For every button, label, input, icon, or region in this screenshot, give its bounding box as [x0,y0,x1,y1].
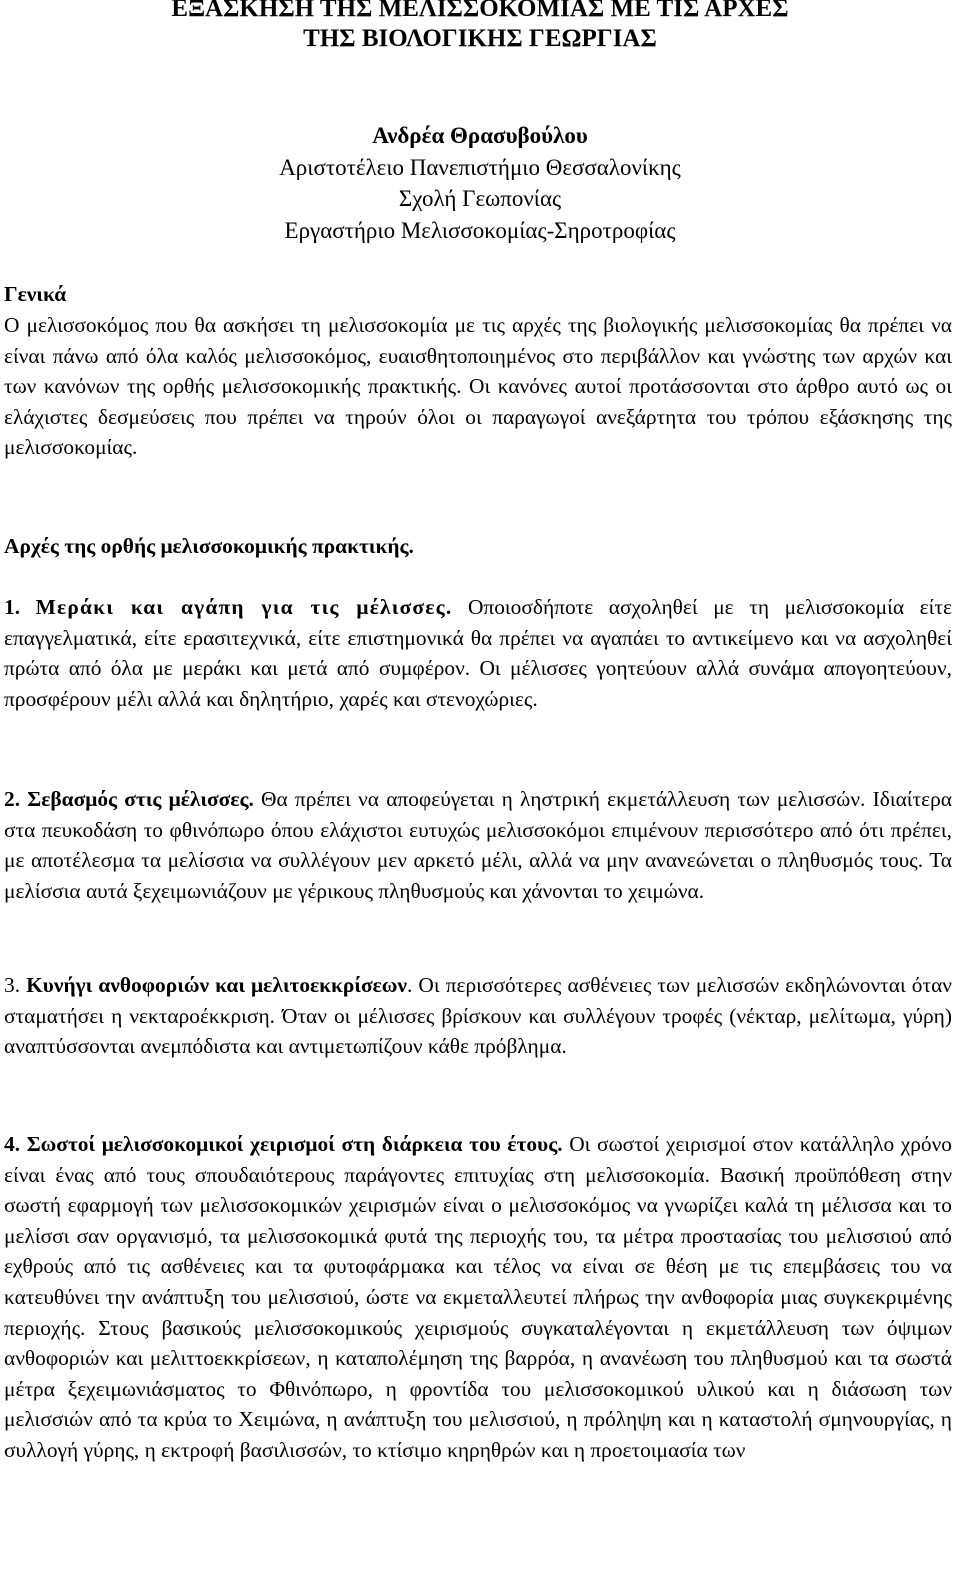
principle-number: 4. [4,1132,21,1156]
principle-title: Κυνήγι ανθοφοριών και μελιτοεκκρίσεων [26,973,407,997]
principle-item [4,784,952,906]
section-heading-principles: Αρχές της ορθής μελισσοκομικής πρακτικής. [4,534,414,558]
principle-title: Μεράκι και αγάπη για τις μέλισσες. [35,595,453,619]
principle-number: 1. [4,595,21,619]
author-affiliation [0,120,960,246]
principle-number: 2. [4,787,21,811]
principle-item [4,1129,952,1466]
principle-text: Οι σωστοί χειρισμοί στον κατάλληλο χρόνο είναι ένας από τους σπουδαιότερους παράγοντες επιτυχίας στη μελισσοκομία. Βασική προϋπόθεση στην σωστή εφαρμογή των μελισσοκομικών χειρισμών είναι ο μελισσοκόμος να γνωρίζει καλά τη μέλισσα και το μελίσσι σαν οργανισμό, τα μελισσοκομικά φυτά της περιοχής του, τα μέτρα προστασίας του μελισσιού από εχθρούς από τις ασθένειες και τα φυτοφάρμακα και τέλος να είναι σε θέση με τις επεμβάσεις του να κατευθύνει την ανάπτυξη του μελισσιού, ώστε να εκμεταλλευτεί πλήρως την ανθοφορία μιας συγκεκριμένης περιοχής. Στους βασικούς μελισσοκομικούς χειρισμούς συγκαταλέγονται η εκμετάλλευση των όψιμων ανθοφοριών και μελιττοεκκρίσεων, η καταπολέμηση της βαρρόα, η ανανέωση του πληθυσμού και τα σωστά μέτρα ξεχειμωνιάσματος το Φθινόπωρο, η φροντίδα του μελισσοκομικού υλικού και η διάσωση των μελισσιών από τα κρύα το Χειμώνα, η ανάπτυξη του μελισσιού, η πρόληψη και η καταστολή σμηνουργίας, η συλλογή γύρης, η εκτροφή βασιλισσών, το κτίσιμο κηρηθρών και η προετοιμασία των [4,1132,952,1462]
principle-text: . Οι περισσότερες ασθένειες των μελισσών εκδηλώνονται όταν σταματήσει η νεκταροέκκριση. Όταν οι μέλισσες βρίσκουν και συλλέγουν τροφές (νέκταρ, μελίτωμα, γύρη) αναπτύσσονται ανεμπόδιστα και αντιμετωπίζουν κάθε πρόβλημα. [4,973,952,1059]
principle-text: Θα πρέπει να αποφεύγεται η ληστρική εκμετάλλευση των μελισσών. Ιδιαίτερα στα πευκοδάση το φθινόπωρο όπου ελάχιστοι ευτυχώς μελισσοκόμοι επιμένουν περισσότερο από ότι πρέπει, με αποτέλεσμα τα μελίσσια να συλλέγουν μεν αρκετό μέλι, αλλά να μην ανανεώνεται ο πληθυσμός τους. Τα μελίσσια αυτά ξεχειμωνιάζουν με γέρικους πληθυσμούς και χάνονται το χειμώνα. [4,787,952,903]
principle-text: Οποιοσδήποτε ασχοληθεί με τη μελισσοκομία είτε επαγγελματικά, είτε ερασιτεχνικά, είτε επιστημονικά θα πρέπει να αγαπάει το αντικείμενο και να ασχοληθεί πρώτα από όλα με μεράκι και μετά από συμφέρον. Οι μέλισσες γοητεύουν αλλά συνάμα απογοητεύουν, προσφέρουν μέλι αλλά και δηλητήριο, χαρές και στενοχώριες. [4,595,952,711]
school-name: Σχολή Γεωπονίας [398,186,562,211]
principle-item [4,592,952,714]
principle-item [4,970,952,1062]
title-line-1: ΕΞΑΣΚΗΣΗ ΤΗΣ ΜΕΛΙΣΣΟΚΟΜΙΑΣ ΜΕ ΤΙΣ ΑΡΧΕΣ [171,0,789,22]
principle-title: Σωστοί μελισσοκομικοί χειρισμοί στη διάρκεια του έτους. [26,1132,563,1156]
general-paragraph: Ο μελισσοκόμος που θα ασκήσει τη μελισσοκομία με τις αρχές της βιολογικής μελισσοκομίας θα πρέπει να είναι πάνω από όλα καλός μελισσοκόμος, ευαισθητοποιημένος στο περιβάλλον και γνώστης των αρχών και των κανόνων της ορθής μελισσοκομικής πρακτικής. Οι κανόνες αυτοί προτάσσονται στο άρθρο αυτό ως οι ελάχιστες δεσμεύσεις που πρέπει να τηρούν όλοι οι παραγωγοί ανεξάρτητα του τρόπου εξάσκησης της μελισσοκομίας. [4,313,952,460]
section-heading-general: Γενικά [4,282,67,306]
laboratory-name: Εργαστήριο Μελισσοκομίας-Σηροτροφίας [284,217,676,243]
principle-title: Σεβασμός στις μέλισσες. [27,787,254,811]
title-line-2: ΤΗΣ ΒΙΟΛΟΓΙΚΗΣ ΓΕΩΡΓΙΑΣ [303,25,657,52]
principle-number: 3. [4,973,21,997]
document-title [0,0,960,54]
author-name: Ανδρέα Θρασυβούλου [372,123,588,148]
university-name: Αριστοτέλειο Πανεπιστήμιο Θεσσαλονίκης [279,154,681,180]
